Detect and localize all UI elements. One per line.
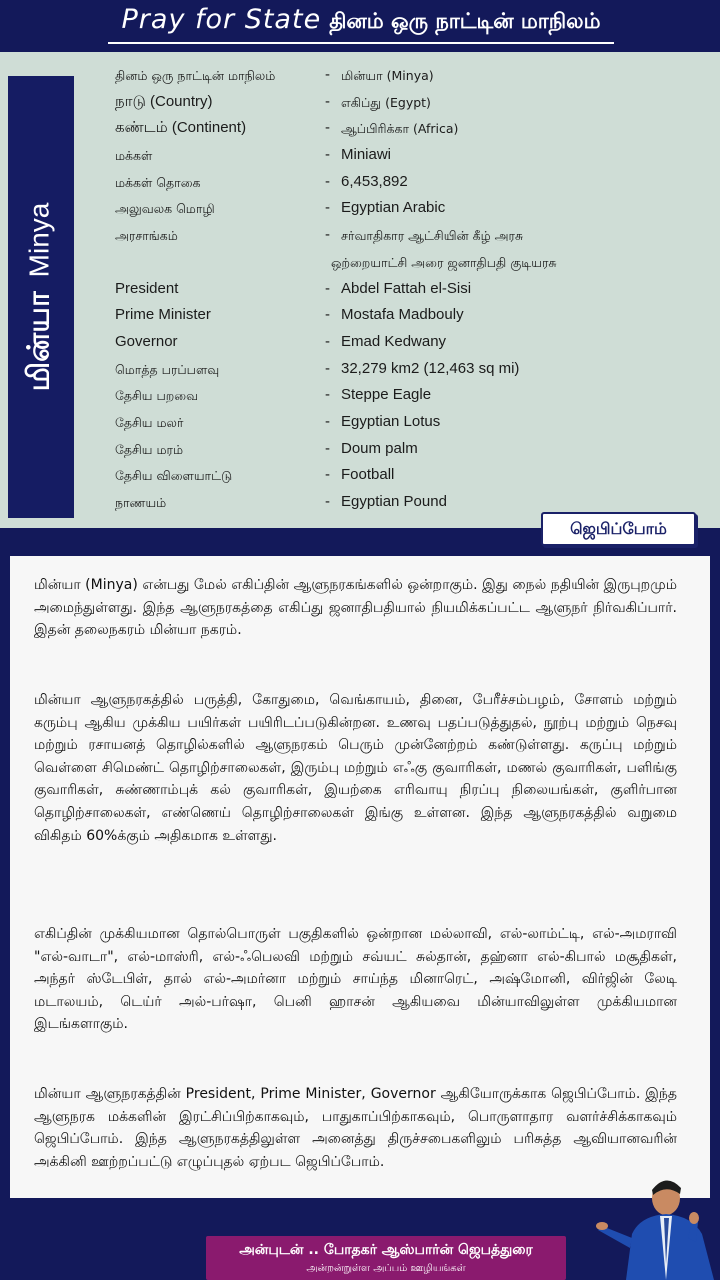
fact-label: தேசிய மரம்	[115, 441, 184, 457]
fact-value: 6,453,892	[341, 172, 408, 190]
fact-label: மொத்த பரப்பளவு	[115, 361, 220, 377]
fact-value: 32,279 km2 (12,463 sq mi)	[341, 359, 520, 377]
paragraph-economy: மின்யா ஆளுநரகத்தில் பருத்தி, கோதுமை, வெங்காயம், தினை, பேரீச்சம்பழம், சோளம் மற்றும் கரும்பு ஆகிய முக்கிய பயிர்கள் பயிரிடப்படுகின்றன. உணவு பதப்படுத்துதல், நூற்பு மற்றும் நெசவு மற்றும் ரசாயனத் தொழில்களில் ஆளுநரகம் பெரும் முன்னேற்றம் கண்டுள்ளது. கருப்பு மற்றும் வெள்ளை சிமெண்ட் தொழிற்சாலைகள், இரும்பு மற்றும் எஃகு குவாரிகள், மணல் குவாரிகள், பளிங்கு குவாரிகள், சுண்ணாம்புக் கல் குவாரிகள், இயற்கை எரிவாயு நிரப்பு நிலையங்கள், குளிர்பான தொழிற்சாலைகள், எண்ணெய் தொழிற்சாலைகள் இங்கு உள்ளன. இந்த ஆளுநரகத்தில் வறுமை விகிதம் 60%க்கும் அதிகமாக உள்ளது.	[34, 692, 677, 844]
fact-value: Emad Kedwany	[341, 332, 447, 350]
fact-separator: -	[325, 172, 330, 190]
fact-value: Egyptian Arabic	[341, 199, 446, 217]
fact-separator: -	[325, 386, 330, 404]
fact-value: ஆப்பிரிக்கா (Africa)	[341, 121, 459, 137]
fact-value: Abdel Fattah el-Sisi	[341, 279, 472, 297]
fact-row-country	[115, 89, 715, 116]
fact-value: ஒற்றையாட்சி அரை ஜனாதிபதி குடியரசு	[331, 254, 557, 270]
author-name: அன்புடன் .. போதகர் ஆஸ்பார்ன் ஜெபத்துரை	[239, 1242, 533, 1258]
fact-row-government	[115, 222, 715, 249]
fact-separator: -	[325, 359, 330, 377]
fact-separator: -	[325, 306, 330, 324]
side-label-english: Minya	[23, 202, 55, 278]
fact-table	[115, 62, 715, 516]
fact-value: மின்யா (Minya)	[341, 68, 434, 83]
fact-row-prime-minister	[115, 302, 715, 329]
fact-row-continent	[115, 115, 715, 142]
fact-row-sport	[115, 462, 715, 489]
pastor-photo	[596, 1168, 720, 1280]
side-label-tamil: மின்யா	[21, 291, 57, 392]
title-tamil: தினம் ஒரு நாட்டின் மாநிலம்	[329, 9, 601, 33]
fact-separator: -	[325, 279, 330, 297]
ministry-name: அன்றன்றுள்ள அப்பம் ஊழியங்கள்	[306, 1263, 466, 1274]
fact-value: Miniawi	[341, 146, 392, 164]
article-body	[10, 556, 710, 1198]
fact-row-population	[115, 169, 715, 196]
fact-label: நாடு (Country)	[115, 92, 213, 110]
fact-label: மக்கள்	[115, 148, 153, 164]
fact-value: Doum palm	[341, 439, 418, 457]
fact-row-flower	[115, 409, 715, 436]
fact-value: Egyptian Lotus	[341, 412, 441, 430]
fact-separator: -	[325, 493, 330, 510]
paragraph-prayer: மின்யா ஆளுநரகத்தின் President, Prime Minister, Governor ஆகியோருக்காக ஜெபிப்போம். இந்த ஆளுநரக மக்களின் இரட்சிப்பிற்காகவும், பாதுகாப்பிற்காகவும், பொருளாதார வளர்ச்சிக்காகவும் ஜெபிப்போம். இந்த ஆளுநரகத்திலுள்ள அனைத்து திருச்சபைகளிலும் பரிசுத்த ஆவியானவரின் அக்கினி ஊற்றப்பட்டு எழுப்புதல் ஏற்பட ஜெபிப்போம்.	[34, 1086, 677, 1170]
fact-separator: -	[325, 146, 330, 164]
fact-separator: -	[325, 119, 330, 137]
fact-row-tree	[115, 436, 715, 463]
fact-separator: -	[325, 92, 330, 110]
fact-label: தேசிய மலர்	[115, 414, 184, 430]
fact-label: அலுவலக மொழி	[115, 201, 215, 217]
fact-value: Mostafa Madbouly	[341, 306, 464, 324]
fact-value: சர்வாதிகார ஆட்சியின் கீழ் அரசு	[341, 228, 524, 244]
fact-label: தேசிய விளையாட்டு	[115, 468, 233, 484]
fact-row-area	[115, 356, 715, 383]
fact-label: Governor	[115, 332, 178, 350]
fact-separator: -	[325, 412, 330, 430]
fact-row-state	[115, 62, 715, 89]
fact-label: Prime Minister	[115, 306, 211, 324]
fact-row-bird	[115, 382, 715, 409]
paragraph-landmarks: எகிப்தின் முக்கியமான தொல்பொருள் பகுதிகளில் ஒன்றான மல்லாவி, எல்-லாம்ட்டி, எல்-அமராவி "எல்-வாடா", எல்-மாஸ்ரி, எல்-ஃபெலவி மற்றும் சவ்யட் சுல்தான், தஹ்னா எல்-கிபால் மசூதிகள், அந்தர் ஸ்டேபிள், தால் எல்-அமர்னா மற்றும் சாய்ந்த மினாரெட், அஷ்மோனி, விர்ஜின் லேடி மடாலயம், டெய்ர் அல்-பர்ஷா, பெனி ஹாசன் ஆகியவை மின்யாவிலுள்ள முக்கியமான இடங்களாகும்.	[34, 926, 677, 1033]
fact-panel	[0, 52, 720, 528]
header-bar	[0, 0, 720, 52]
fact-label: கண்டம் (Continent)	[115, 119, 247, 137]
author-footer	[206, 1236, 566, 1280]
fact-row-governor	[115, 329, 715, 356]
fact-value: Egyptian Pound	[341, 493, 447, 510]
fact-label: President	[115, 279, 179, 297]
fact-separator: -	[325, 199, 330, 217]
pray-badge: ஜெபிப்போம்	[541, 512, 696, 546]
fact-row-government-cont	[115, 249, 715, 276]
fact-separator: -	[325, 226, 330, 244]
fact-label: நாணயம்	[115, 495, 167, 510]
side-label	[22, 203, 61, 392]
fact-separator: -	[325, 66, 330, 83]
side-label-band	[8, 76, 74, 518]
paragraph-intro: மின்யா (Minya) என்பது மேல் எகிப்தின் ஆளுநரகங்களில் ஒன்றாகும். இது நைல் நதியின் இருபுறமும் அமைந்துள்ளது. இந்த ஆளுநரகத்தை எகிப்து ஜனாதிபதியால் நியமிக்கப்பட்ட ஆளுநர் நிர்வகிப்பார். இதன் தலைநகரம் மின்யா நகரம்.	[34, 577, 677, 639]
fact-separator: -	[325, 466, 330, 484]
fact-label: அரசாங்கம்	[115, 228, 178, 244]
fact-label: தினம் ஒரு நாட்டின் மாநிலம்	[115, 68, 276, 83]
fact-row-language	[115, 195, 715, 222]
fact-label: மக்கள் தொகை	[115, 174, 201, 190]
fact-value: Steppe Eagle	[341, 386, 432, 404]
page-title	[108, 4, 614, 44]
fact-row-people	[115, 142, 715, 169]
fact-value: எகிப்து (Egypt)	[341, 94, 431, 110]
fact-label: தேசிய பறவை	[115, 388, 199, 404]
title-english: Pray for State	[121, 4, 322, 35]
fact-separator: -	[325, 332, 330, 350]
fact-row-president	[115, 276, 715, 303]
fact-value: Football	[341, 466, 395, 484]
fact-separator: -	[325, 439, 330, 457]
